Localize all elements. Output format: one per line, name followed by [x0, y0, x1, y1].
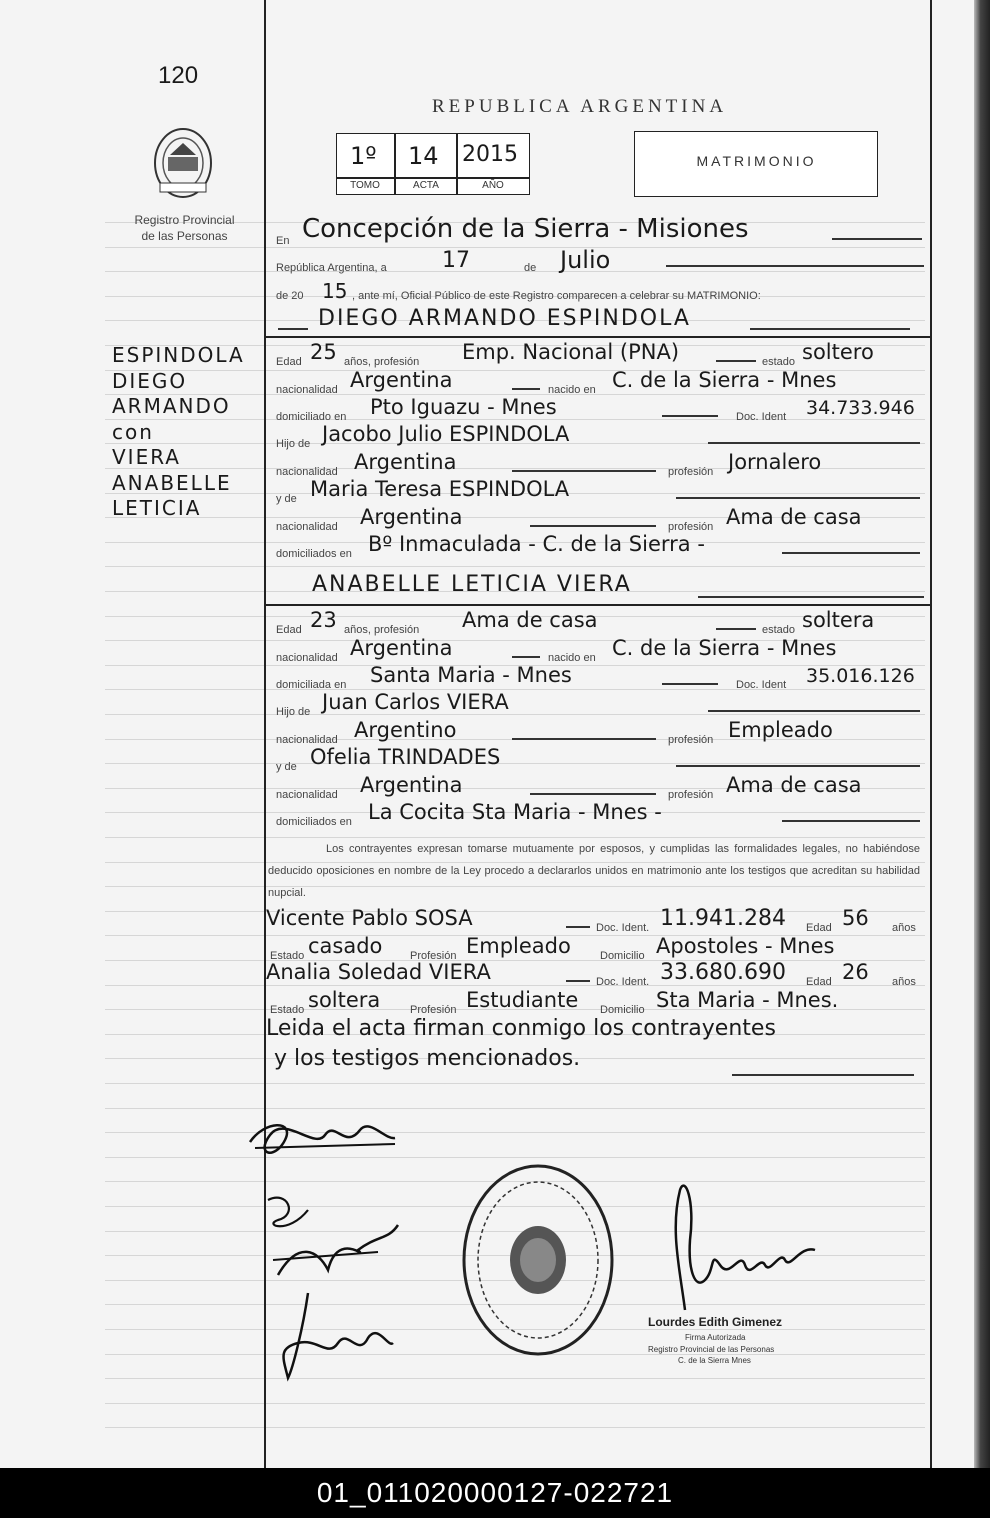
padres-dom-value: La Cocita Sta Maria - Mnes -	[368, 800, 662, 824]
padre-value: Jacobo Julio ESPINDOLA	[322, 422, 570, 446]
doc-label: Doc. Ident	[736, 679, 787, 691]
republica-label: República Argentina, a	[276, 262, 387, 274]
witness-domicilio: Sta Maria - Mnes.	[656, 988, 839, 1012]
acta-label: ACTA	[413, 180, 439, 191]
domiciliados-label: domiciliados en	[276, 816, 352, 828]
y-de-label: y de	[276, 493, 297, 505]
witness-estado-label: Estado	[270, 1004, 305, 1016]
intro-text: , ante mí, Oficial Público de este Registro comparecen a celebrar su MATRIMONIO:	[352, 290, 761, 302]
right-margin-line	[930, 0, 932, 1468]
witness-doc-label: Doc. Ident.	[596, 922, 650, 934]
bride-signature	[268, 1288, 398, 1388]
anio-value: 2015	[462, 142, 518, 167]
tomo-label: TOMO	[350, 180, 380, 191]
witness-profesion-label: Profesión	[410, 950, 457, 962]
witness-1-signature	[245, 1110, 405, 1170]
nacido-en-value: C. de la Sierra - Mnes	[612, 636, 837, 660]
nacido-en-value: C. de la Sierra - Mnes	[612, 368, 837, 392]
edad-value: 25	[310, 340, 337, 364]
place: Concepción de la Sierra - Misiones	[302, 214, 749, 244]
padre-profesion-label: profesión	[668, 466, 714, 478]
padre-prof-value: Empleado	[728, 718, 833, 742]
day: 17	[442, 248, 470, 273]
nacido-en-label: nacido en	[548, 384, 596, 396]
witness-profesion-label: Profesión	[410, 1004, 457, 1016]
hijo-de-label: Hijo de	[276, 706, 311, 718]
domicilio-value: Pto Iguazu - Mnes	[370, 395, 557, 419]
padre-nacionalidad-label: nacionalidad	[276, 734, 338, 746]
witness-edad-label: Edad	[806, 922, 832, 934]
groom-signature	[258, 1190, 408, 1290]
nacionalidad-value: Argentina	[350, 636, 453, 660]
estado-label: estado	[762, 356, 796, 368]
month: Julio	[560, 246, 611, 274]
acta-value: 14	[408, 142, 439, 170]
padre-nacionalidad-label: nacionalidad	[276, 466, 338, 478]
witness-edad-label: Edad	[806, 976, 832, 988]
nacionalidad-label: nacionalidad	[276, 384, 338, 396]
de-label: de	[524, 262, 537, 274]
file-id-footer: 01_011020000127-022721	[0, 1468, 990, 1518]
domiciliados-label: domiciliados en	[276, 548, 352, 560]
witness-estado: soltera	[308, 988, 381, 1012]
margin-name: ANABELLE	[112, 470, 232, 495]
madre-value: Maria Teresa ESPINDOLA	[310, 477, 570, 501]
madre-value: Ofelia TRINDADES	[310, 745, 501, 769]
estado-label: estado	[762, 624, 796, 636]
nacionalidad-label: nacionalidad	[276, 652, 338, 664]
doc-type: MATRIMONIO	[696, 153, 817, 169]
closing-line-2: y los testigos mencionados.	[274, 1046, 581, 1071]
bride-name: ANABELLE LETICIA VIERA	[312, 572, 632, 597]
province-seal	[150, 125, 216, 201]
madre-nac-value: Argentina	[360, 505, 463, 529]
padre-nac-value: Argentino	[354, 718, 457, 742]
madre-nac-value: Argentina	[360, 773, 463, 797]
padre-prof-value: Jornalero	[728, 450, 822, 474]
madre-profesion-label: profesión	[668, 521, 714, 533]
padre-value: Juan Carlos VIERA	[322, 690, 509, 714]
en-label: En	[276, 235, 290, 247]
margin-name: LETICIA	[112, 496, 202, 520]
domicilio-value: Santa Maria - Mnes	[370, 663, 572, 687]
official-office: Registro Provincial de las Personas	[648, 1345, 775, 1354]
edad-value: 23	[310, 608, 337, 632]
hijo-de-label: Hijo de	[276, 438, 311, 450]
estado-value: soltera	[802, 608, 875, 632]
doc-value: 34.733.946	[806, 397, 915, 419]
witness-name: Analia Soledad VIERA	[266, 960, 491, 984]
madre-nacionalidad-label: nacionalidad	[276, 789, 338, 801]
anios-profesion-label: años, profesión	[344, 356, 420, 368]
padre-nac-value: Argentina	[354, 450, 457, 474]
official-place: C. de la Sierra Mnes	[678, 1356, 751, 1365]
witness-edad: 56	[842, 906, 869, 930]
domiciliado-label: domiciliada en	[276, 679, 347, 691]
nacido-en-label: nacido en	[548, 652, 596, 664]
closing-line-1: Leida el acta firman conmigo los contrayentes	[266, 1016, 776, 1041]
witness-anios-label: años	[892, 922, 916, 934]
witness-doc-label: Doc. Ident.	[596, 976, 650, 988]
official-name: Lourdes Edith Gimenez	[648, 1315, 783, 1329]
anios-profesion-label: años, profesión	[344, 624, 420, 636]
padre-profesion-label: profesión	[668, 734, 714, 746]
witness-doc: 33.680.690	[660, 960, 786, 985]
legal-text: Los contrayentes expresan tomarse mutuamente por esposos, y cumplidas las formalidades legales, no habiéndose deducido oposiciones en nombre de la Ley procedo a declararlos unidos en matrimonio ante los testigos que acreditan su habilidad nupcial.	[268, 843, 920, 899]
official-stamp	[458, 1160, 618, 1360]
witness-estado: casado	[308, 934, 383, 958]
y-de-label: y de	[276, 761, 297, 773]
witness-estado-label: Estado	[270, 950, 305, 962]
official-title: Firma Autorizada	[685, 1333, 746, 1342]
doc-label: Doc. Ident	[736, 411, 787, 423]
nacionalidad-value: Argentina	[350, 368, 453, 392]
witness-profesion: Estudiante	[466, 988, 579, 1012]
binding-edge	[974, 0, 990, 1468]
margin-name: DIEGO	[112, 368, 188, 393]
witness-name: Vicente Pablo SOSA	[266, 906, 473, 930]
margin-name: ARMANDO	[112, 394, 231, 418]
witness-domicilio: Apostoles - Mnes	[656, 934, 835, 958]
profesion-value: Emp. Nacional (PNA)	[462, 340, 680, 364]
witness-anios-label: años	[892, 976, 916, 988]
padres-dom-value: Bº Inmaculada - C. de la Sierra -	[368, 532, 705, 556]
witness-domicilio-label: Domicilio	[600, 950, 645, 962]
witness-profesion: Empleado	[466, 934, 571, 958]
madre-nacionalidad-label: nacionalidad	[276, 521, 338, 533]
domiciliado-label: domiciliado en	[276, 411, 347, 423]
margin-name: con	[112, 419, 154, 444]
edad-label: Edad	[276, 624, 302, 636]
doc-value: 35.016.126	[806, 665, 915, 687]
madre-prof-value: Ama de casa	[726, 505, 862, 529]
margin-name: ESPINDOLA	[112, 343, 245, 367]
madre-prof-value: Ama de casa	[726, 773, 862, 797]
country-title: REPUBLICA ARGENTINA	[432, 96, 728, 117]
groom-name: DIEGO ARMANDO ESPINDOLA	[318, 306, 691, 331]
official-signature	[650, 1170, 830, 1320]
anio-label: AÑO	[482, 180, 504, 191]
witness-doc: 11.941.284	[660, 906, 786, 931]
estado-value: soltero	[802, 340, 874, 364]
edad-label: Edad	[276, 356, 302, 368]
year-suffix: 15	[322, 279, 348, 303]
year-prefix: de 20	[276, 290, 304, 302]
witness-edad: 26	[842, 960, 869, 984]
tomo-value: 1º	[350, 142, 377, 170]
profesion-value: Ama de casa	[462, 608, 598, 632]
madre-profesion-label: profesión	[668, 789, 714, 801]
registry-office-label: Registro Provincial de las Personas	[134, 213, 235, 243]
witness-domicilio-label: Domicilio	[600, 1004, 645, 1016]
margin-name: VIERA	[112, 445, 181, 469]
page-number: 120	[158, 62, 199, 89]
